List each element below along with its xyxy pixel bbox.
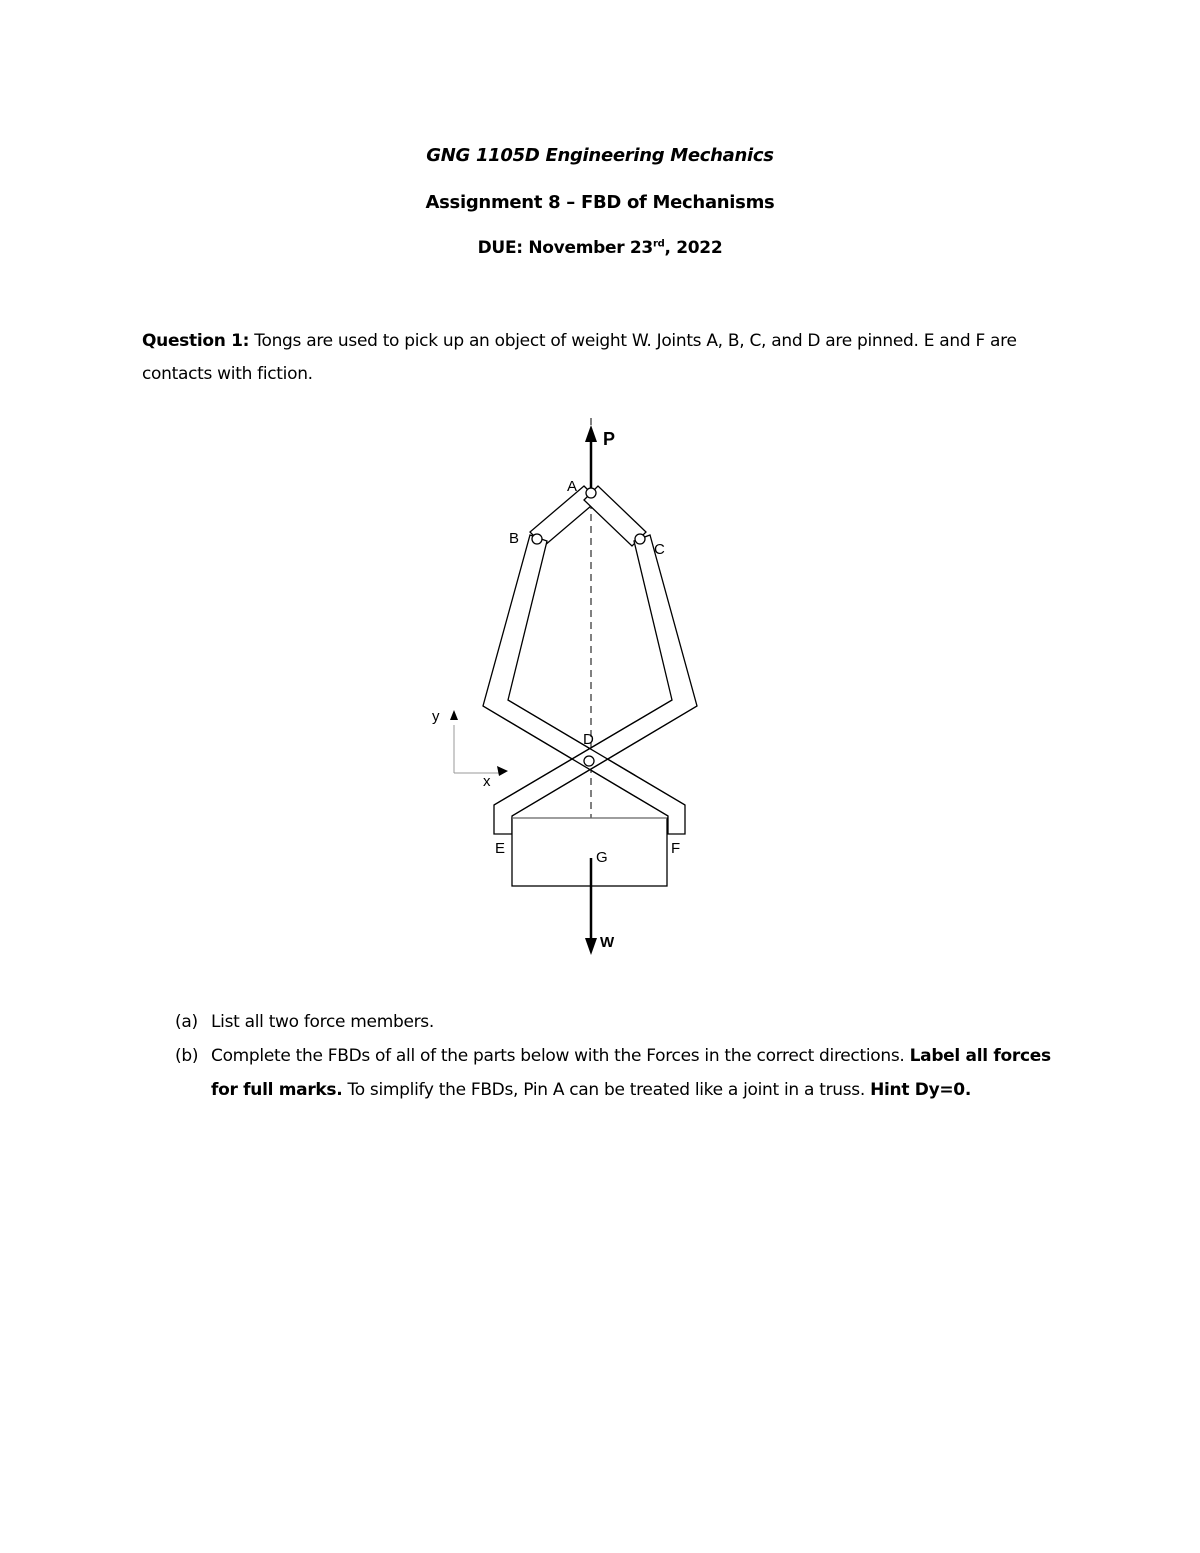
question-text: Tongs are used to pick up an object of weight W. Joints A, B, C, and D are pinned. E and F are contacts with fiction. xyxy=(142,331,1017,384)
course-title: GNG 1105D Engineering Mechanics xyxy=(426,145,774,166)
label-b: B xyxy=(509,530,520,547)
label-c: C xyxy=(654,541,665,558)
label-x: x xyxy=(483,773,491,790)
due-date xyxy=(0,238,1200,258)
due-date-ordinal: rd xyxy=(652,238,665,250)
question-1 xyxy=(142,325,1072,391)
pin-c xyxy=(635,534,645,544)
label-g: G xyxy=(596,849,608,866)
label-f: F xyxy=(671,840,681,857)
object-box xyxy=(512,818,667,886)
tongs-diagram xyxy=(420,410,720,970)
due-date-text: DUE: November 23 xyxy=(477,238,653,258)
pin-b xyxy=(532,534,542,544)
pin-d xyxy=(584,756,594,766)
part-b-bold-1: Label all forces for full marks. xyxy=(211,1046,1051,1100)
force-w-arrowhead xyxy=(585,938,597,955)
label-d: D xyxy=(583,731,594,748)
y-axis-arrowhead xyxy=(450,710,458,720)
part-b-bold-2: Hint Dy=0. xyxy=(870,1080,971,1100)
label-y: y xyxy=(432,708,440,725)
question-parts xyxy=(175,1005,1075,1107)
label-p: P xyxy=(603,429,616,449)
due-date-year: , 2022 xyxy=(664,238,723,258)
force-p-arrowhead xyxy=(585,425,597,442)
label-e: E xyxy=(495,840,506,857)
question-label: Question 1: xyxy=(142,331,250,351)
x-axis-arrowhead xyxy=(497,766,508,776)
part-b xyxy=(175,1039,1075,1107)
label-w: W xyxy=(600,934,615,951)
part-a-label: (a) xyxy=(175,1012,198,1032)
part-a-text: List all two force members. xyxy=(211,1012,434,1032)
part-b-text-1: Complete the FBDs of all of the parts below with the Forces in the correct directions. xyxy=(211,1046,910,1066)
part-b-text xyxy=(211,1039,1075,1107)
part-b-label: (b) xyxy=(175,1046,199,1066)
part-b-text-2: To simplify the FBDs, Pin A can be treated like a joint in a truss. xyxy=(342,1080,871,1100)
pin-a xyxy=(586,488,596,498)
part-a xyxy=(175,1005,1075,1039)
assignment-title: Assignment 8 – FBD of Mechanisms xyxy=(425,192,775,213)
label-a: A xyxy=(567,478,578,495)
